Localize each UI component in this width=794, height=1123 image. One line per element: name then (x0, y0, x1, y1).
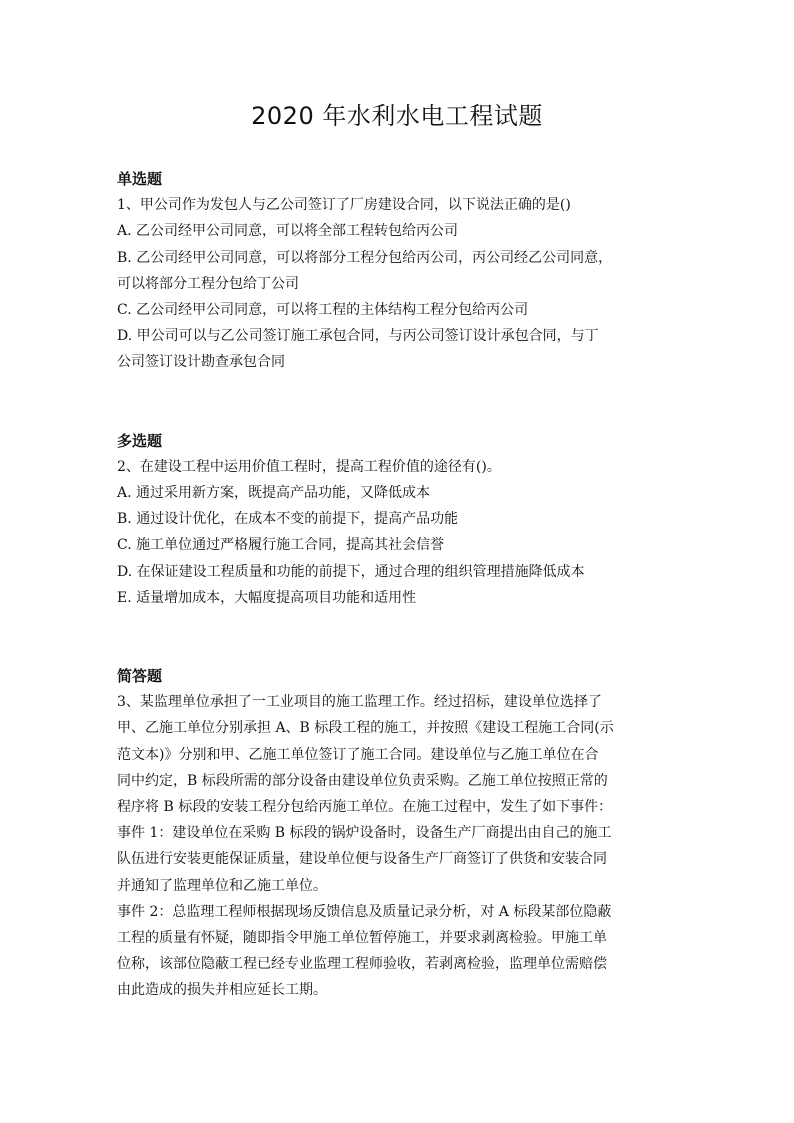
option-line: A. 乙公司经甲公司同意，可以将全部工程转包给丙公司 (117, 223, 459, 240)
option-line: B. 通过设计优化，在成本不变的前提下，提高产品功能 (117, 511, 459, 528)
question-line: 事件 2：总监理工程师根据现场反馈信息及质量记录分析，对 A 标段某部位隐蔽 (117, 903, 612, 920)
option-line: 可以将部分工程分包给丁公司 (117, 275, 299, 292)
option-line: C. 施工单位通过严格履行施工合同，提高其社会信誉 (117, 537, 445, 554)
option-line: A. 通过采用新方案，既提高产品功能，又降低成本 (117, 485, 431, 502)
section-heading: 简答题 (117, 667, 163, 686)
question-line: 并通知了监理单位和乙施工单位。 (117, 877, 327, 894)
section-multiple-choice (117, 428, 682, 611)
section-spacer (117, 611, 682, 663)
option-line: D. 甲公司可以与乙公司签订施工承包合同，与丙公司签订设计承包合同，与丁 (117, 328, 599, 345)
document-title: 2020 年水利水电工程试题 (251, 102, 543, 130)
question-line: 程序将 B 标段的安装工程分包给丙施工单位。在施工过程中，发生了如下事件： (117, 799, 613, 816)
question-line: 由此造成的损失并相应延长工期。 (117, 982, 327, 999)
question-line: 3、某监理单位承担了一工业项目的施工监理工作。经过招标，建设单位选择了 (117, 694, 602, 711)
question-line: 位称，该部位隐蔽工程已经专业监理工程师验收，若剥离检验，监理单位需赔偿 (117, 956, 607, 973)
option-line: 公司签订设计勘查承包合同 (117, 354, 285, 371)
option-line: C. 乙公司经甲公司同意，可以将工程的主体结构工程分包给丙公司 (117, 302, 529, 319)
question-line: 1、甲公司作为发包人与乙公司签订了厂房建设合同，以下说法正确的是() (117, 197, 571, 214)
section-heading: 多选题 (117, 431, 163, 450)
option-line: D. 在保证建设工程质量和功能的前提下，通过合理的组织管理措施降低成本 (117, 563, 585, 580)
section-spacer (117, 376, 682, 428)
option-line: B. 乙公司经甲公司同意，可以将部分工程分包给丙公司，丙公司经乙公司同意， (117, 249, 613, 266)
document-body (117, 166, 682, 1004)
question-line: 同中约定，B 标段所需的部分设备由建设单位负责采购。乙施工单位按照正常的 (117, 772, 608, 789)
section-single-choice (117, 166, 682, 376)
section-short-answer (117, 663, 682, 1004)
question-line: 事件 1：建设单位在采购 B 标段的锅炉设备时，设备生产厂商提出由自己的施工 (117, 825, 612, 842)
question-line: 工程的质量有怀疑，随即指令甲施工单位暂停施工，并要求剥离检验。甲施工单 (117, 930, 607, 947)
option-line: E. 适量增加成本，大幅度提高项目功能和适用性 (117, 589, 417, 606)
section-heading: 单选题 (117, 170, 163, 188)
question-line: 队伍进行安装更能保证质量，建设单位便与设备生产厂商签订了供货和安装合同 (117, 851, 607, 868)
question-line: 2、在建设工程中运用价值工程时，提高工程价值的途径有()。 (117, 458, 501, 475)
question-line: 范文本)》分别和甲、乙施工单位签订了施工合同。建设单位与乙施工单位在合 (117, 746, 599, 763)
question-line: 甲、乙施工单位分别承担 A、B 标段工程的施工，并按照《建设工程施工合同(示 (117, 720, 614, 737)
